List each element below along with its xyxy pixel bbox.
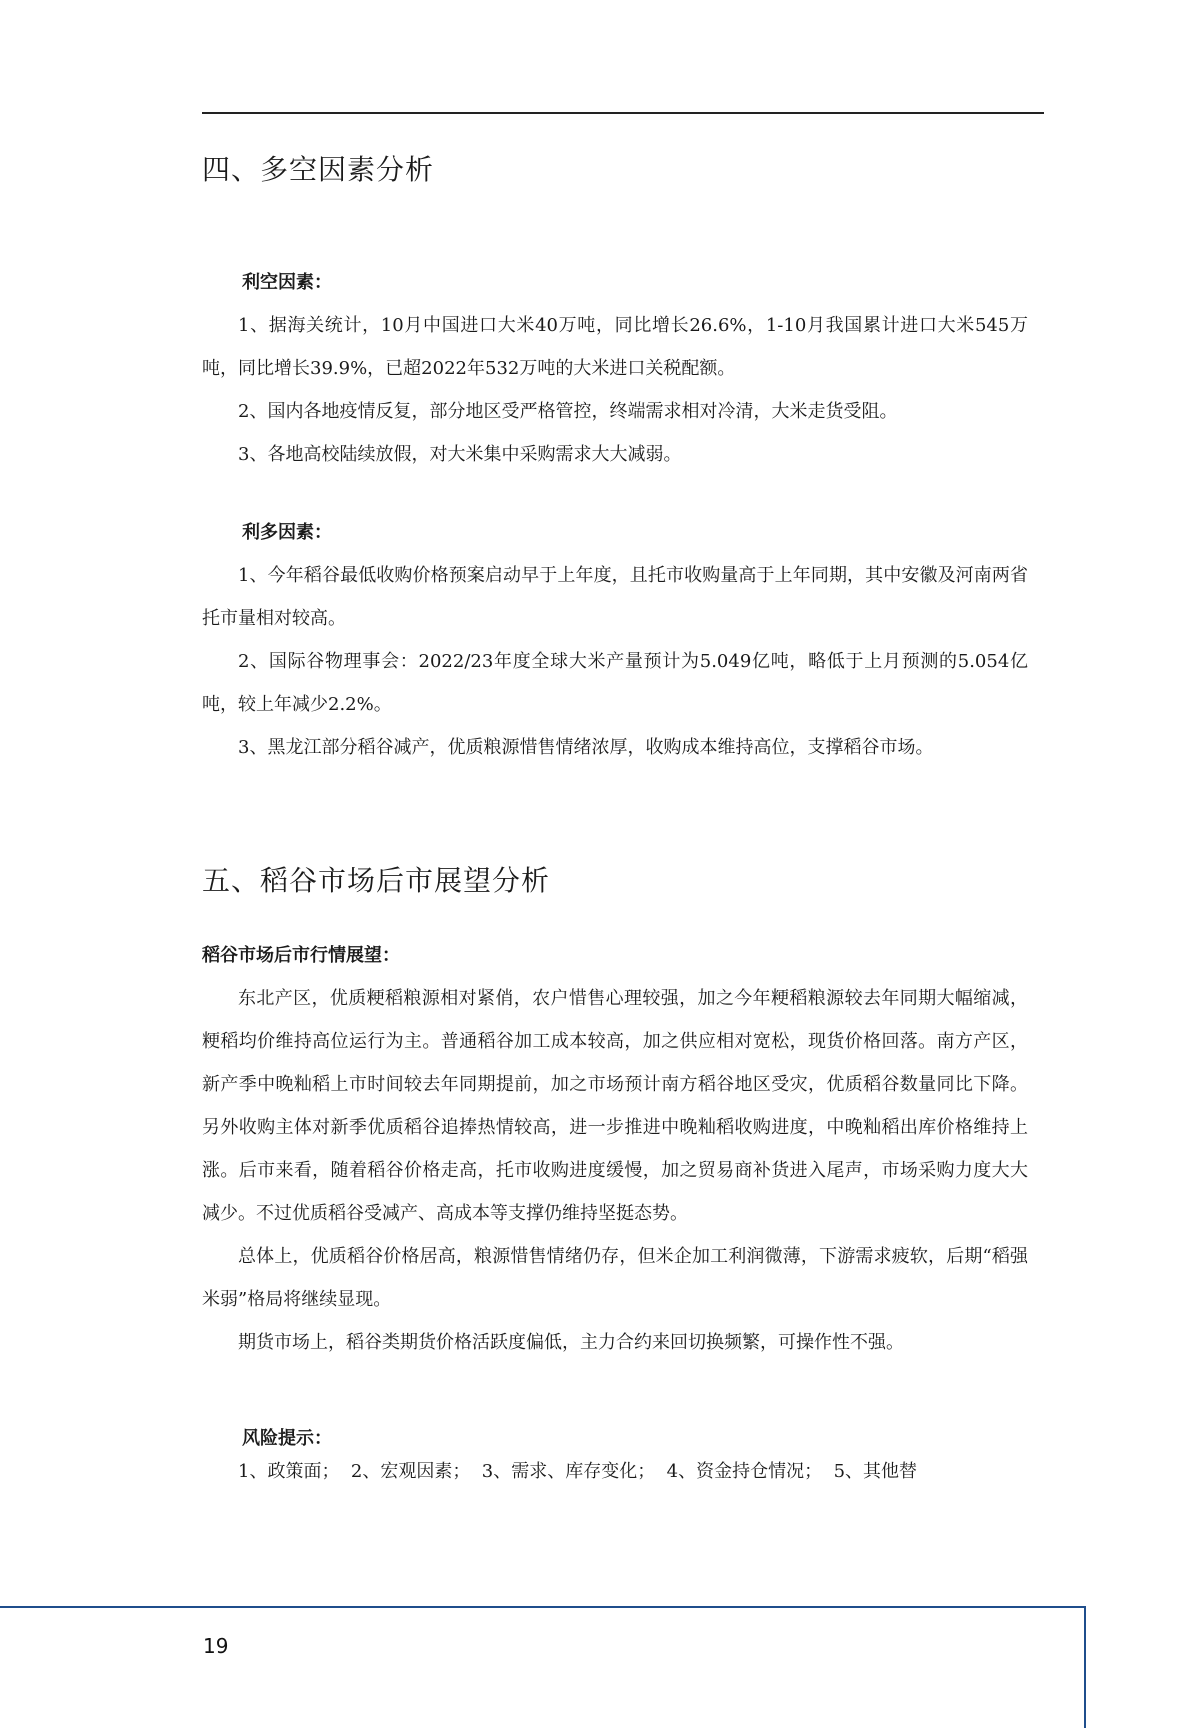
bearish-item-3: 3、各地高校陆续放假，对大米集中采购需求大大减弱。 (238, 444, 682, 465)
bullish-item-1: 1、今年稻谷最低收购价格预案启动早于上年度，且托市收购量高于上年同期，其中安徽及河南两省托市量相对较高。 (202, 565, 1028, 629)
bearish-heading: 利空因素： (242, 272, 332, 293)
bearish-item-1: 1、据海关统计，10月中国进口大米40万吨，同比增长26.6%，1-10月我国累计进口大米545万吨，同比增长39.9%，已超2022年532万吨的大米进口关税配额。 (202, 315, 1028, 379)
bullish-item-2: 2、国际谷物理事会：2022/23年度全球大米产量预计为5.049亿吨，略低于上月预测的5.054亿吨，较上年减少2.2%。 (202, 651, 1028, 715)
bearish-item-2: 2、国内各地疫情反复，部分地区受严格管控，终端需求相对冷清，大米走货受阻。 (238, 401, 898, 422)
bullish-heading: 利多因素： (242, 522, 332, 543)
outlook-paragraph-2: 总体上，优质稻谷价格居高，粮源惜售情绪仍存，但米企加工利润微薄，下游需求疲软，后期“稻强米弱”格局将继续显现。 (202, 1246, 1028, 1310)
page-content (202, 150, 1028, 1490)
bullish-item-3: 3、黑龙江部分稻谷减产，优质粮源惜售情绪浓厚，收购成本维持高位，支撑稻谷市场。 (238, 737, 934, 758)
risk-text: 1、政策面； 2、宏观因素； 3、需求、库存变化； 4、资金持仓情况； 5、其他替 (238, 1461, 918, 1482)
header-rule (202, 112, 1044, 114)
footer-frame (0, 1606, 1086, 1728)
section-title-4: 四、多空因素分析 (202, 153, 435, 186)
outlook-paragraph-1: 东北产区，优质粳稻粮源相对紧俏，农户惜售心理较强，加之今年粳稻粮源较去年同期大幅缩减，粳稻均价维持高位运行为主。普通稻谷加工成本较高，加之供应相对宽松，现货价格回落。南方产区，新产季中晚籼稻上市时间较去年同期提前，加之市场预计南方稻谷地区受灾，优质稻谷数量同比下降。另外收购主体对新季优质稻谷追捧热情较高，进一步推进中晚籼稻收购进度，中晚籼稻出库价格维持上涨。后市来看，随着稻谷价格走高，托市收购进度缓慢，加之贸易商补货进入尾声，市场采购力度大大减少。不过优质稻谷受减产、高成本等支撑仍维持坚挺态势。 (202, 988, 1028, 1224)
risk-heading: 风险提示： (242, 1428, 332, 1449)
section-title-5: 五、稻谷市场后市展望分析 (202, 864, 551, 897)
page-number: 19 (203, 1634, 229, 1658)
outlook-heading: 稻谷市场后市行情展望： (202, 945, 400, 966)
outlook-paragraph-3: 期货市场上，稻谷类期货价格活跃度偏低，主力合约来回切换频繁，可操作性不强。 (238, 1332, 904, 1353)
